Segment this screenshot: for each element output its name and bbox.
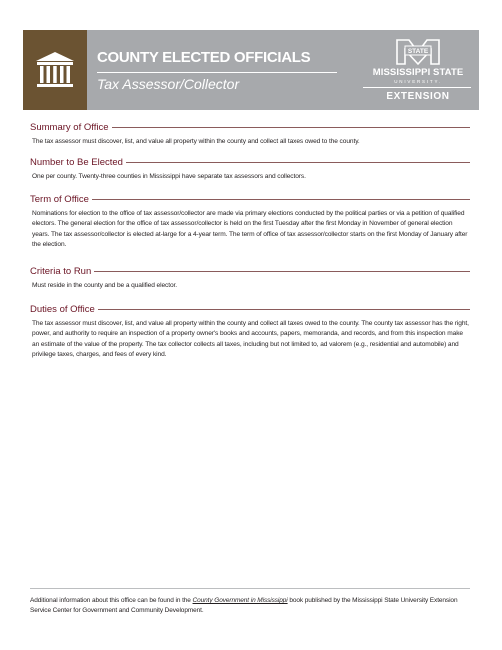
title-divider (97, 72, 337, 73)
msu-university: UNIVERSITY. (394, 79, 442, 84)
section-term (30, 193, 470, 251)
section-number-elected (30, 156, 470, 182)
header-banner (23, 30, 479, 110)
section-heading (30, 303, 470, 315)
footer-note (30, 596, 474, 616)
page-subtitle: Tax Assessor/Collector (97, 76, 240, 92)
msu-extension: EXTENSION (386, 91, 450, 102)
book-title: County Government in Mississippi (192, 597, 288, 604)
section-divider (94, 271, 470, 272)
section-text: Must reside in the county and be a qualified elector. (32, 282, 177, 289)
section-text: Nominations for election to the office of tax assessor/collector are made via primary elections conducted by the political parties or via a petition of qualified electors. The general election for the office of tax assessor/collector is held on the first Tuesday after the first Monday in November of general election years. The tax assessor/collector is elected at-large for a 4-year term. The term of office of tax assessor/collector starts on the first Monday of January after the election. (32, 210, 468, 249)
section-heading (30, 193, 470, 205)
section-text: One per county. Twenty-three counties in Mississippi have separate tax assessors and collectors. (32, 173, 306, 180)
section-heading (30, 121, 470, 133)
msu-seal-icon (393, 38, 443, 66)
section-title: Criteria to Run (30, 265, 92, 277)
icon-box (23, 30, 87, 110)
msu-name: MISSISSIPPI STATE (372, 67, 464, 78)
courthouse-icon (33, 48, 77, 92)
section-title: Term of Office (30, 193, 89, 205)
section-duties (30, 303, 470, 361)
section-text: The tax assessor must discover, list, and value all property within the county and collect all taxes owed to the county. The county tax assessor has the right, power, and authority to require an inspection of a property owner's books and accounts, papers, memoranda, and records, and from this inspection make an estimate of the value of the property. The tax collector collects all taxes, including but not limited to, ad valorem (e.g., residential and automobile) and privilege taxes, charges, and fees of every kind. (32, 320, 469, 359)
footer-divider (30, 588, 470, 589)
section-divider (126, 162, 470, 163)
section-criteria (30, 265, 470, 291)
section-divider (112, 127, 471, 128)
banner-titles (87, 30, 357, 110)
seal-text: STATE (407, 48, 429, 55)
page-title: COUNTY ELECTED OFFICIALS (97, 49, 311, 66)
section-divider (92, 199, 470, 200)
section-title: Number to Be Elected (30, 156, 123, 168)
logo-divider (363, 87, 471, 88)
footer-text-before: Additional information about this office can be found in the (30, 597, 193, 604)
section-title: Duties of Office (30, 303, 95, 315)
section-text: The tax assessor must discover, list, and value all property within the county and collect all taxes owed to the county. (32, 138, 360, 145)
footer-text-after: book published by the Mississippi State University Extension Service Center for Government and Community Development. (30, 597, 458, 614)
section-summary (30, 121, 470, 147)
section-title: Summary of Office (30, 121, 109, 133)
section-divider (98, 309, 470, 310)
section-heading (30, 156, 470, 168)
msu-extension-logo (357, 30, 479, 110)
section-heading (30, 265, 470, 277)
